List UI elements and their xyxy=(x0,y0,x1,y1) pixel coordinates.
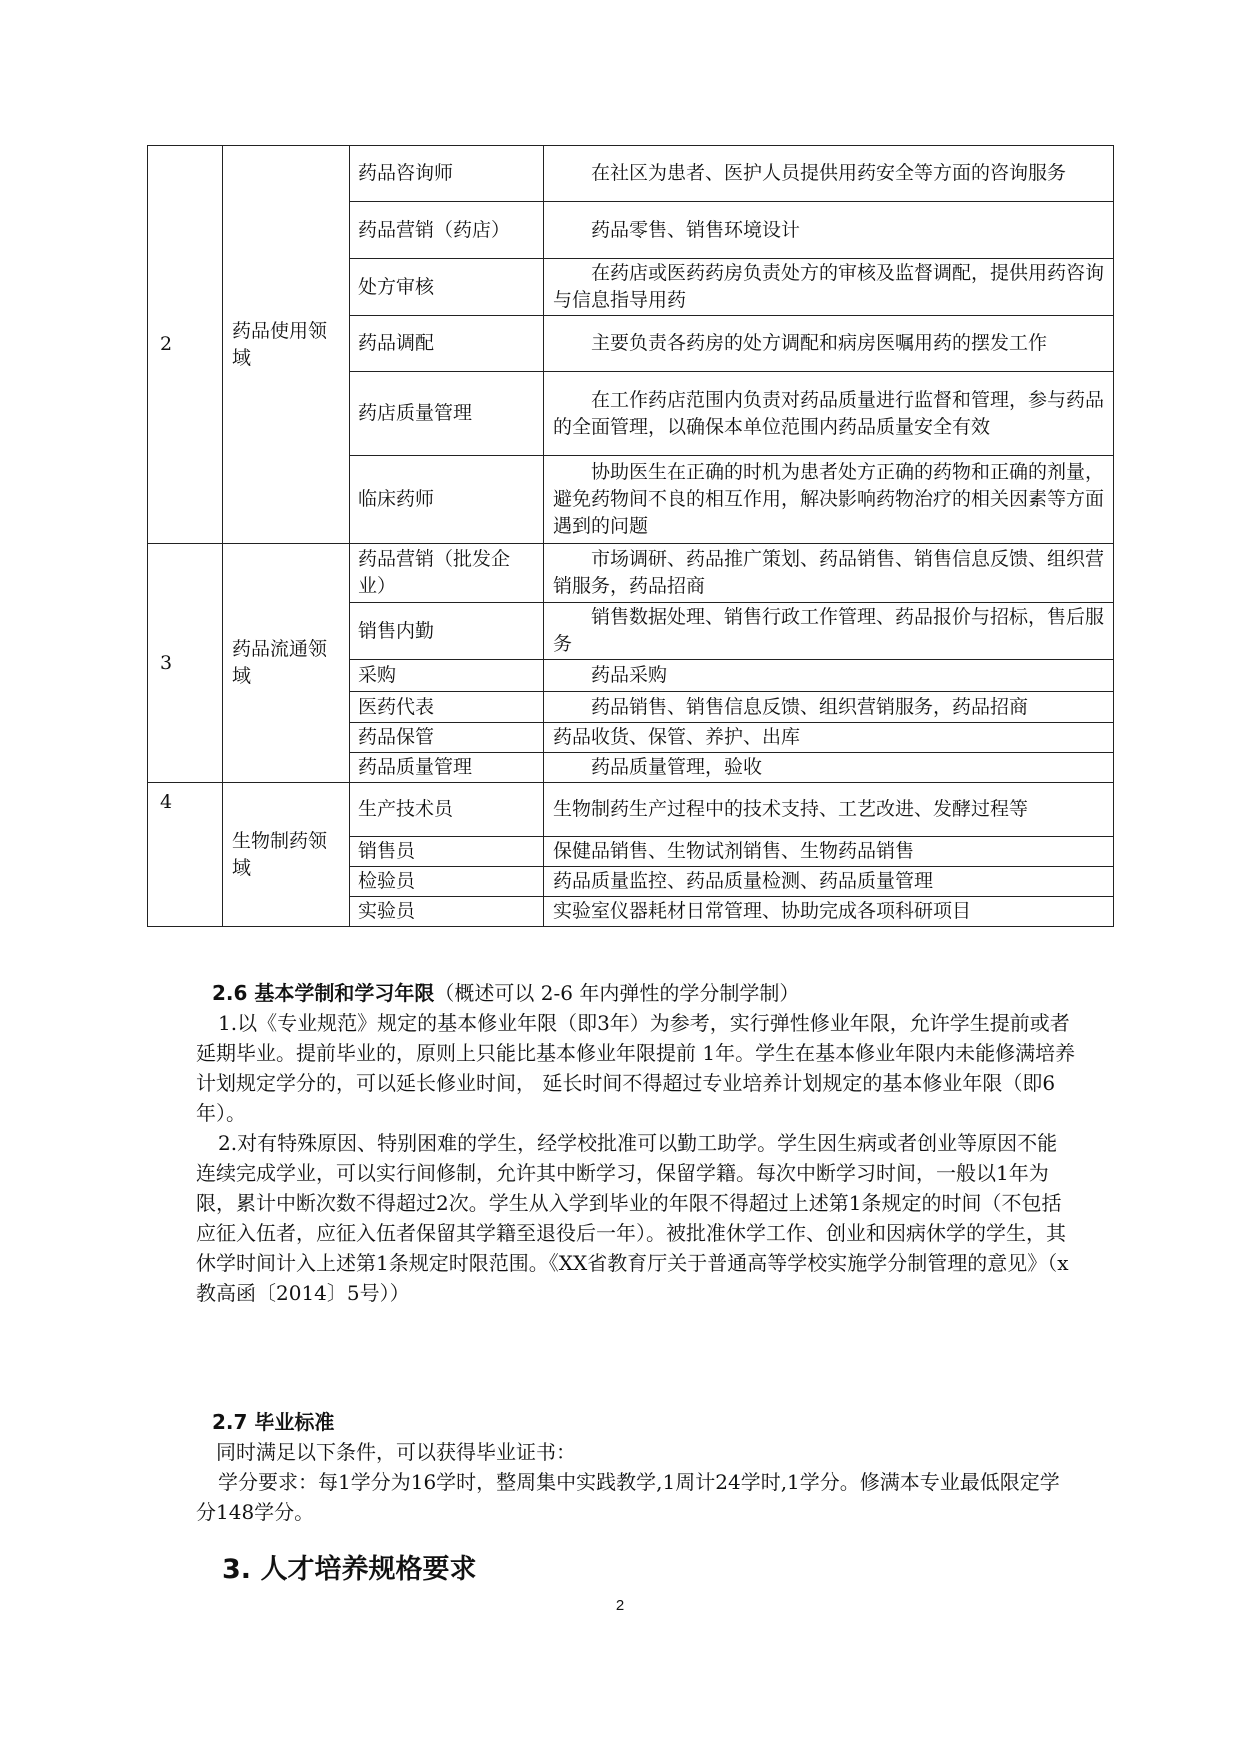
domain-cell: 生物制药领域 xyxy=(223,783,350,927)
desc-cell: 主要负责各药房的处方调配和病房医嘱用药的摆发工作 xyxy=(544,316,1114,372)
section-heading: 2.7 毕业标准 xyxy=(212,1410,335,1434)
job-cell: 销售内勤 xyxy=(350,603,544,660)
desc-cell: 保健品销售、生物试剂销售、生物药品销售 xyxy=(544,837,1114,867)
group-number: 4 xyxy=(148,783,223,927)
job-cell: 药品营销（药店） xyxy=(350,202,544,259)
job-cell: 药品质量管理 xyxy=(350,753,544,783)
desc-cell: 药品收货、保管、养护、出库 xyxy=(544,723,1114,753)
desc-cell: 在工作药店范围内负责对药品质量进行监督和管理，参与药品的全面管理，以确保本单位范围内药品质量安全有效 xyxy=(544,372,1114,456)
job-domain-table xyxy=(147,145,1114,927)
section-2-6-title xyxy=(212,978,1142,1008)
desc-cell: 药品零售、销售环境设计 xyxy=(544,202,1114,259)
table-row xyxy=(148,544,1114,603)
job-cell: 医药代表 xyxy=(350,692,544,723)
job-cell: 药品营销（批发企业） xyxy=(350,544,544,603)
job-cell: 检验员 xyxy=(350,867,544,897)
job-cell: 药店质量管理 xyxy=(350,372,544,456)
section-2-7-title xyxy=(212,1407,1142,1437)
job-cell: 药品保管 xyxy=(350,723,544,753)
section-2-7-body xyxy=(196,1437,1076,1527)
paragraph: 同时满足以下条件，可以获得毕业证书： xyxy=(216,1440,576,1464)
desc-cell: 实验室仪器耗材日常管理、协助完成各项科研项目 xyxy=(544,897,1114,927)
domain-cell: 药品使用领域 xyxy=(223,146,350,544)
table-row xyxy=(148,146,1114,202)
section-heading: 2.6 基本学制和学习年限 xyxy=(212,981,435,1005)
job-cell: 药品咨询师 xyxy=(350,146,544,202)
desc-cell: 市场调研、药品推广策划、药品销售、销售信息反馈、组织营销服务，药品招商 xyxy=(544,544,1114,603)
desc-cell: 药品质量管理，验收 xyxy=(544,753,1114,783)
desc-cell: 药品采购 xyxy=(544,660,1114,692)
section-3-heading: 3. 人才培养规格要求 xyxy=(222,1554,477,1585)
group-number: 3 xyxy=(148,544,223,783)
job-cell: 临床药师 xyxy=(350,456,544,544)
desc-cell: 销售数据处理、销售行政工作管理、药品报价与招标，售后服务 xyxy=(544,603,1114,660)
desc-cell: 在药店或医药药房负责处方的审核及监督调配，提供用药咨询与信息指导用药 xyxy=(544,259,1114,316)
section-2-6-body xyxy=(196,1008,1076,1308)
desc-cell: 在社区为患者、医护人员提供用药安全等方面的咨询服务 xyxy=(544,146,1114,202)
desc-cell: 药品质量监控、药品质量检测、药品质量管理 xyxy=(544,867,1114,897)
job-cell: 生产技术员 xyxy=(350,783,544,837)
job-cell: 处方审核 xyxy=(350,259,544,316)
table-row xyxy=(148,783,1114,837)
desc-cell: 协助医生在正确的时机为患者处方正确的药物和正确的剂量，避免药物间不良的相互作用，解决影响药物治疗的相关因素等方面遇到的问题 xyxy=(544,456,1114,544)
job-cell: 实验员 xyxy=(350,897,544,927)
paragraph: 学分要求：每1学分为16学时，整周集中实践教学,1周计24学时,1学分。修满本专业最低限定学分148学分。 xyxy=(196,1470,1060,1524)
group-number: 2 xyxy=(148,146,223,544)
paragraph: 1.以《专业规范》规定的基本修业年限（即3年）为参考，实行弹性修业年限，允许学生提前或者延期毕业。提前毕业的，原则上只能比基本修业年限提前 1年。学生在基本修业年限内未能修满培养计划规定学分的，可以延长修业时间， 延长时间不得超过专业培养计划规定的基本修业年限（即6年）。 xyxy=(196,1011,1076,1125)
section-note: （概述可以 2-6 年内弹性的学分制学制） xyxy=(434,981,800,1005)
job-cell: 药品调配 xyxy=(350,316,544,372)
domain-cell: 药品流通领域 xyxy=(223,544,350,783)
page-number: 2 xyxy=(615,1597,625,1614)
job-cell: 采购 xyxy=(350,660,544,692)
job-cell: 销售员 xyxy=(350,837,544,867)
desc-cell: 生物制药生产过程中的技术支持、工艺改进、发酵过程等 xyxy=(544,783,1114,837)
desc-cell: 药品销售、销售信息反馈、组织营销服务，药品招商 xyxy=(544,692,1114,723)
paragraph: 2.对有特殊原因、特别困难的学生，经学校批准可以勤工助学。学生因生病或者创业等原因不能连续完成学业，可以实行间修制，允许其中断学习，保留学籍。每次中断学习时间，一般以1年为限，累计中断次数不得超过2次。学生从入学到毕业的年限不得超过上述第1条规定的时间（不包括应征入伍者，应征入伍者保留其学籍至退役后一年）。被批准休学工作、创业和因病休学的学生，其休学时间计入上述第1条规定时限范围。《XX省教育厅关于普通高等学校实施学分制管理的意见》（x教高函〔2014〕5号）） xyxy=(196,1131,1069,1305)
